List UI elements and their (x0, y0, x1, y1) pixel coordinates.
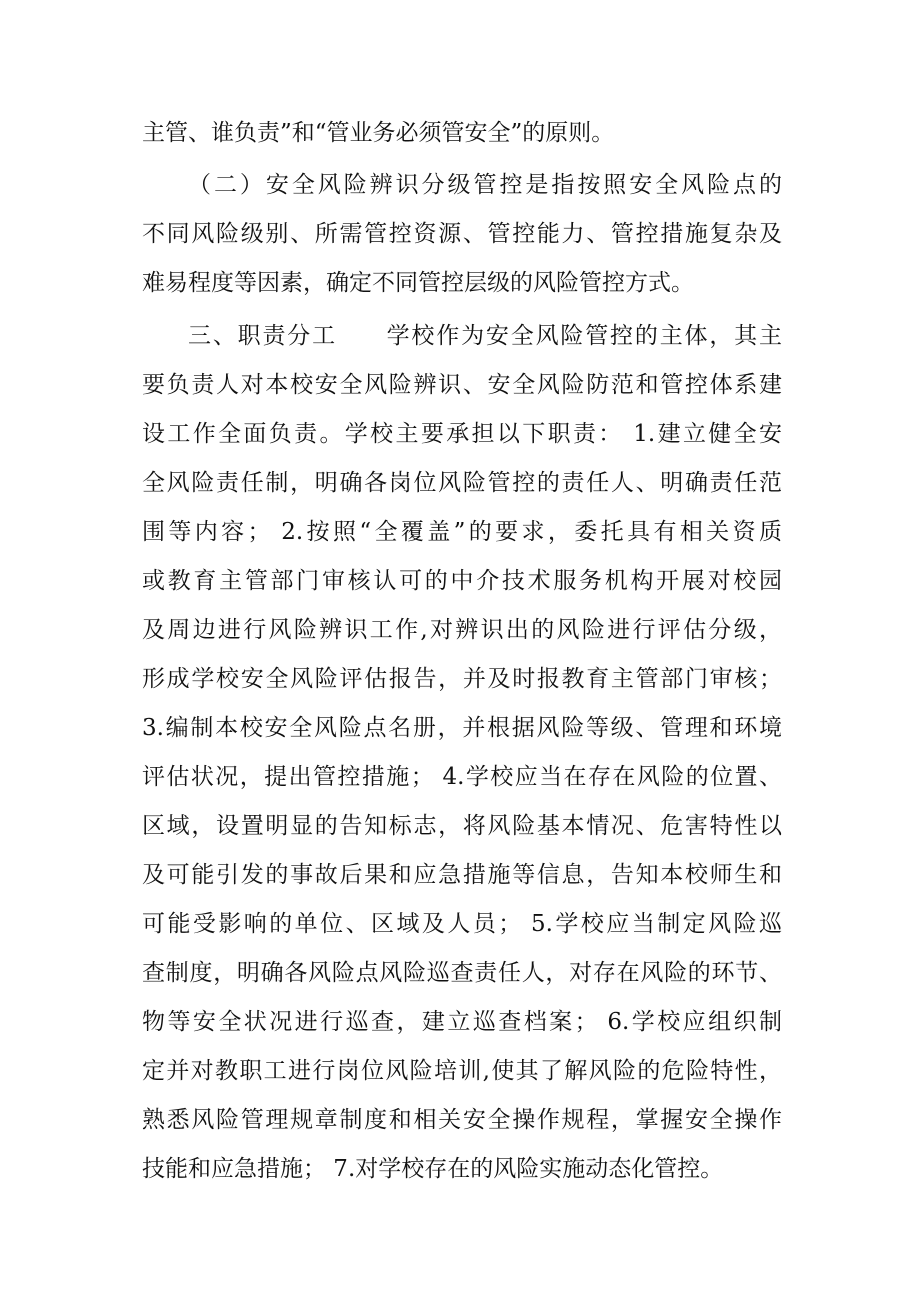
text-line: 设工作全面负责。学校主要承担以下职责： 1.建立健全安 (142, 421, 782, 447)
text-line: 主管、谁负责”和“管业务必须管安全”的原则。 (142, 120, 615, 146)
text-line: 技能和应急措施； 7.对学校存在的风险实施动态化管控。 (142, 1156, 724, 1182)
text-line: 三、职责分工 学校作为安全风险管控的主体，其主 (188, 323, 782, 349)
text-line: 熟悉风险管理规章制度和相关安全操作规程，掌握安全操作 (142, 1107, 782, 1133)
text-line: 不同风险级别、所需管控资源、管控能力、管控措施复杂及 (142, 221, 782, 247)
text-line: 及可能引发的事故后果和应急措施等信息，告知本校师生和 (142, 862, 782, 888)
text-line: 查制度，明确各风险点风险巡查责任人，对存在风险的环节、 (142, 960, 782, 986)
text-line: 物等安全状况进行巡查，建立巡查档案； 6.学校应组织制 (142, 1009, 782, 1035)
text-line: 围等内容； 2.按照“全覆盖”的要求，委托具有相关资质 (142, 519, 782, 545)
text-line: 形成学校安全风险评估报告，并及时报教育主管部门审核； (142, 666, 782, 692)
text-line: 难易程度等因素，确定不同管控层级的风险管控方式。 (142, 270, 694, 296)
text-line: 或教育主管部门审核认可的中介技术服务机构开展对校园 (142, 568, 782, 594)
text-line: 可能受影响的单位、区域及人员； 5.学校应当制定风险巡 (142, 911, 782, 937)
text-line: 全风险责任制，明确各岗位风险管控的责任人、明确责任范 (142, 470, 782, 496)
text-line: 及周边进行风险辨识工作,对辨识出的风险进行评估分级， (142, 617, 782, 643)
text-line: 要负责人对本校安全风险辨识、安全风险防范和管控体系建 (142, 372, 782, 398)
text-line: 3.编制本校安全风险点名册，并根据风险等级、管理和环境 (142, 715, 782, 741)
text-line: （二）安全风险辨识分级管控是指按照安全风险点的 (188, 172, 782, 198)
text-line: 定并对教职工进行岗位风险培训,使其了解风险的危险特性， (142, 1058, 782, 1084)
text-line: 区域，设置明显的告知标志，将风险基本情况、危害特性以 (142, 813, 782, 839)
text-line: 评估状况，提出管控措施； 4.学校应当在存在风险的位置、 (142, 764, 782, 790)
